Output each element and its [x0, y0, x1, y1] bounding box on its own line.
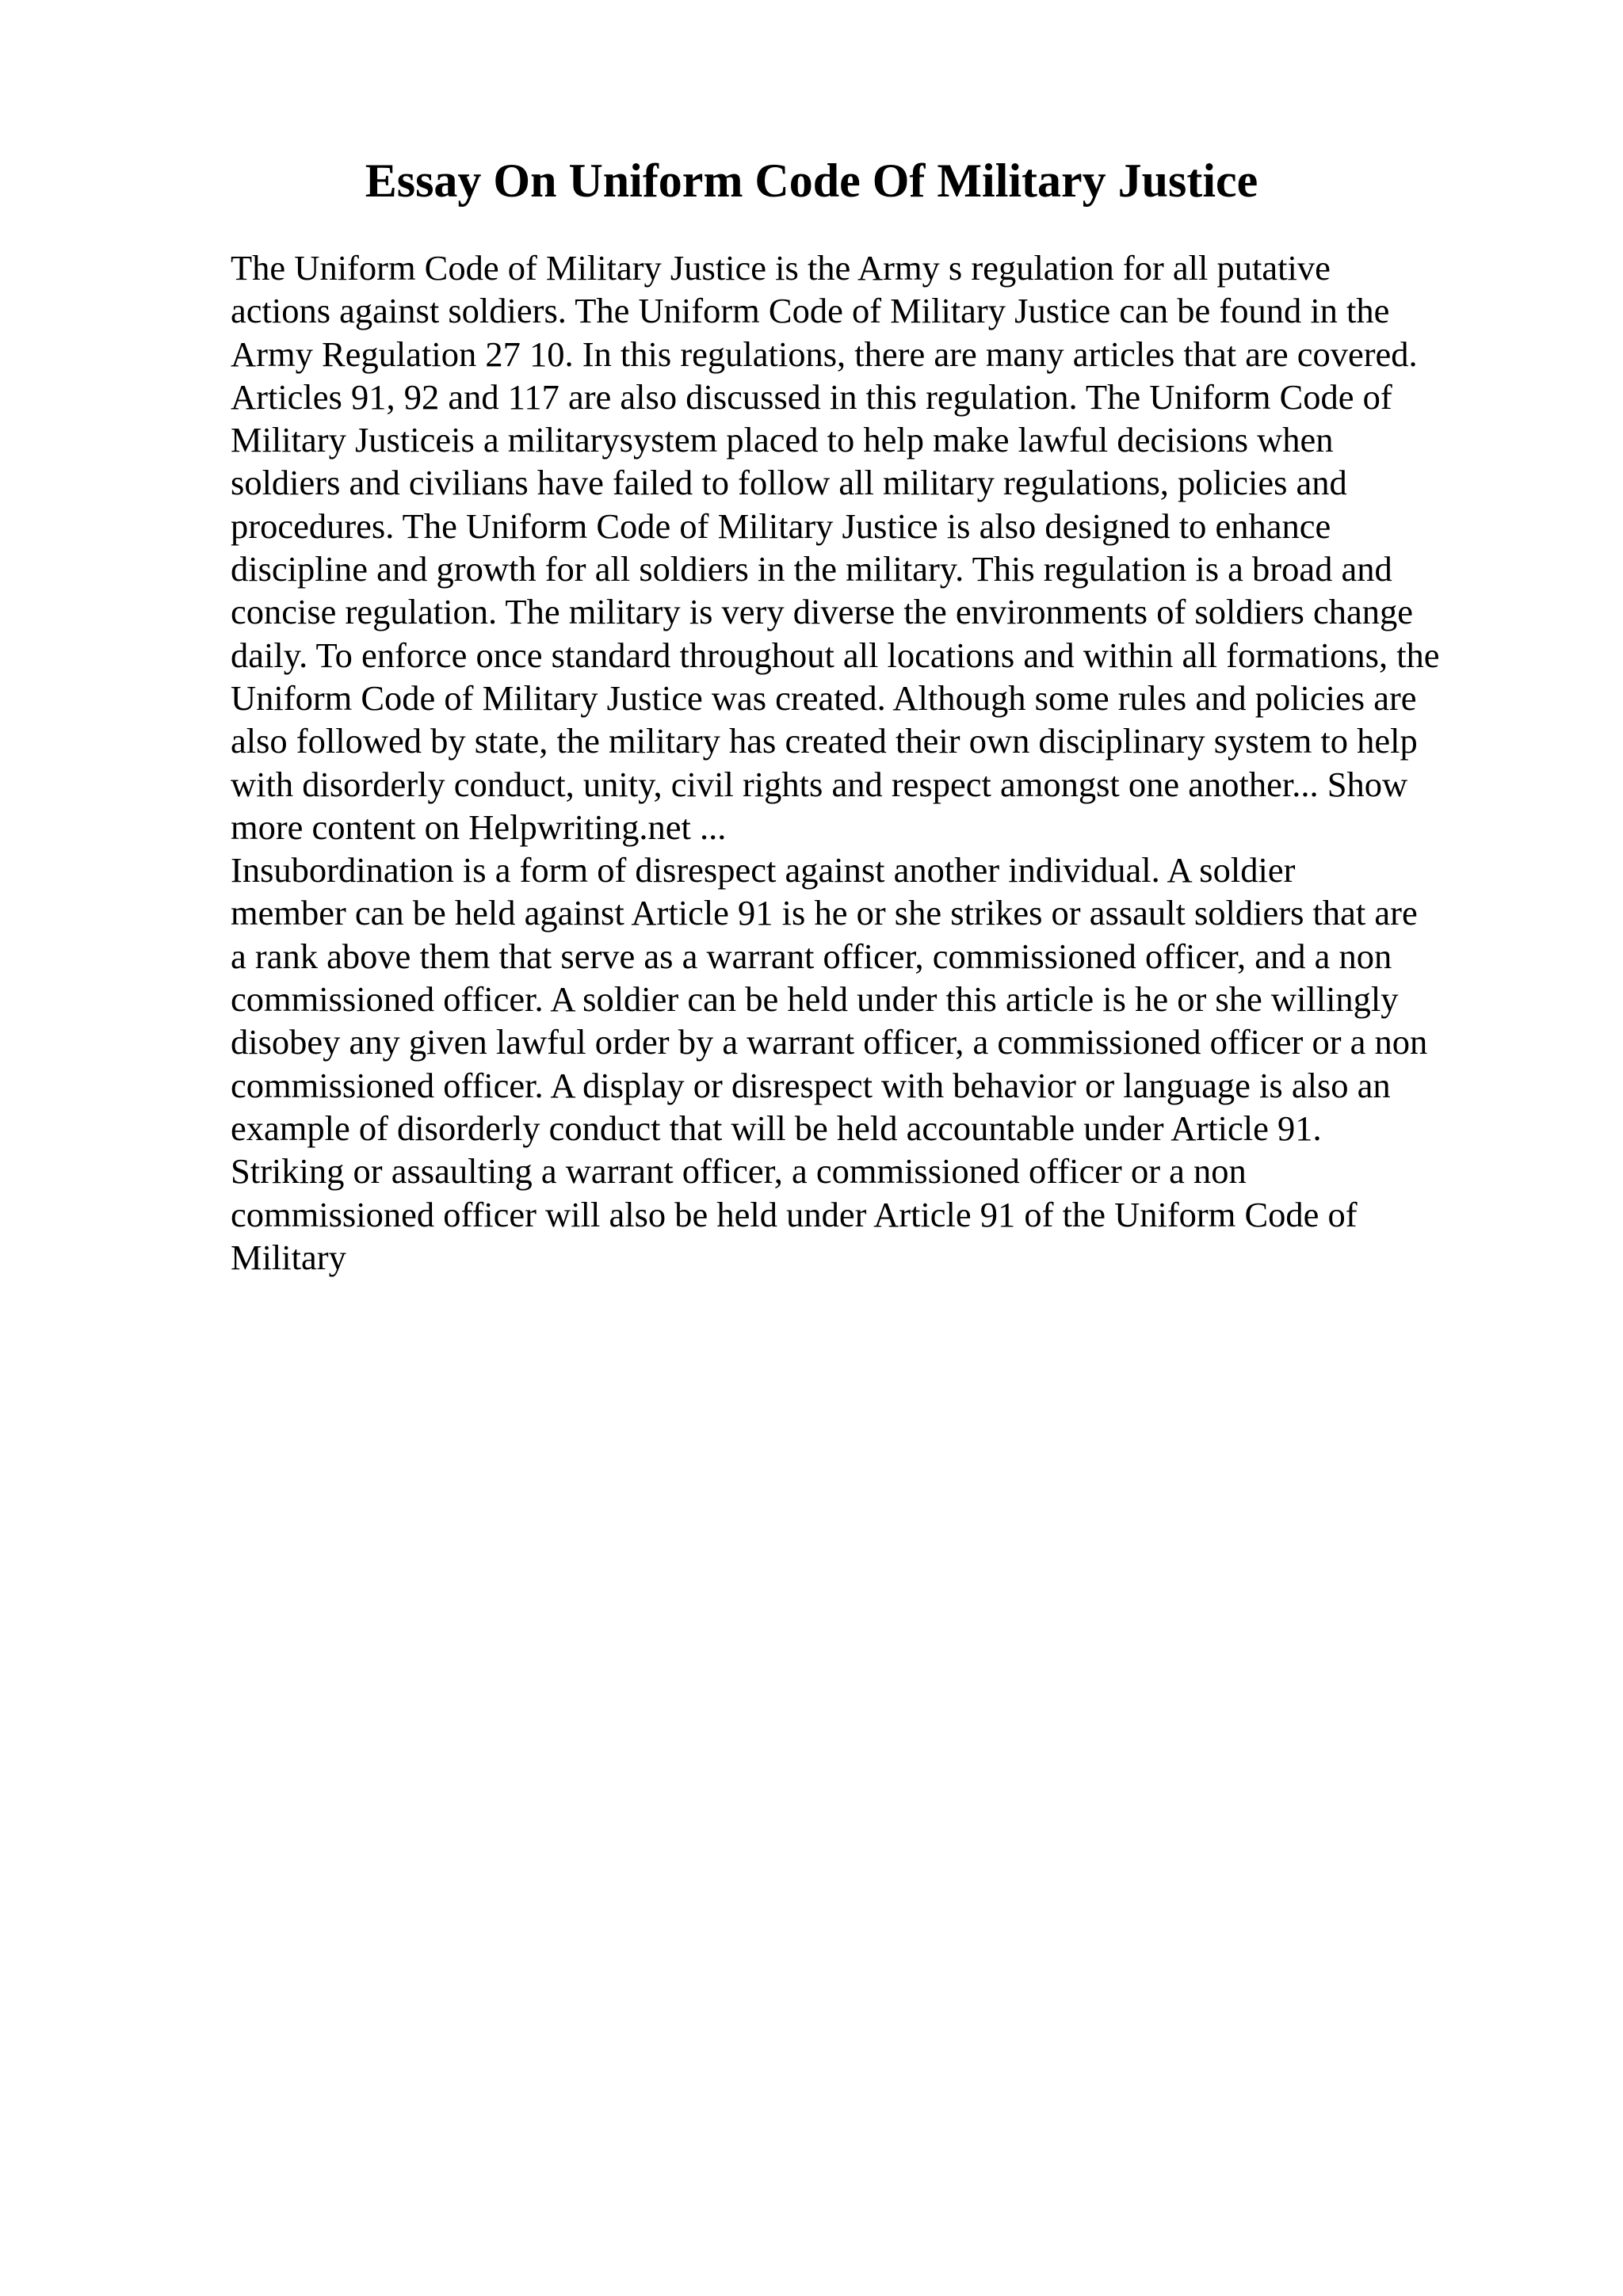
- text-line: Army Regulation 27 10. In this regulations, there are many articles that are covered.: [231, 334, 1418, 374]
- text-line: The Uniform Code of Military Justice is the Army s regulation for all putative: [231, 248, 1331, 288]
- document-title: Essay On Uniform Code Of Military Justice: [365, 154, 1258, 207]
- text-line: commissioned officer. A soldier can be held under this article is he or she willingly: [231, 979, 1399, 1020]
- text-line: example of disorderly conduct that will be held accountable under Article 91.: [231, 1108, 1322, 1148]
- text-line: procedures. The Uniform Code of Military Justice is also designed to enhance: [231, 505, 1331, 546]
- text-line: actions against soldiers. The Uniform Code of Military Justice can be found in the: [231, 291, 1390, 331]
- text-line: Military: [231, 1237, 346, 1277]
- text-line: daily. To enforce once standard throughout all locations and within all formations, the: [231, 635, 1440, 675]
- text-line: Uniform Code of Military Justice was created. Although some rules and policies are: [231, 677, 1417, 718]
- text-line: Insubordination is a form of disrespect against another individual. A soldier: [231, 850, 1296, 891]
- text-line: with disorderly conduct, unity, civil rights and respect amongst one another... Show: [231, 764, 1408, 804]
- text-line: discipline and growth for all soldiers in the military. This regulation is a broad and: [231, 549, 1392, 589]
- text-line: soldiers and civilians have failed to follow all military regulations, policies and: [231, 463, 1347, 503]
- text-line: more content on Helpwriting.net ...: [231, 807, 727, 847]
- text-line: Military Justiceis a militarysystem placed to help make lawful decisions when: [231, 420, 1334, 460]
- essay-body: [231, 246, 1594, 1279]
- text-line: commissioned officer will also be held under Article 91 of the Uniform Code of: [231, 1194, 1358, 1234]
- text-line: Striking or assaulting a warrant officer, a commissioned officer or a non: [231, 1151, 1247, 1192]
- text-line: commissioned officer. A display or disrespect with behavior or language is also an: [231, 1065, 1391, 1105]
- text-line: disobey any given lawful order by a warrant officer, a commissioned officer or a non: [231, 1022, 1428, 1062]
- text-line: also followed by state, the military has created their own disciplinary system to help: [231, 721, 1418, 761]
- text-line: concise regulation. The military is very diverse the environments of soldiers change: [231, 592, 1413, 632]
- text-line: a rank above them that serve as a warrant officer, commissioned officer, and a non: [231, 936, 1392, 976]
- text-line: member can be held against Article 91 is he or she strikes or assault soldiers that are: [231, 893, 1418, 933]
- text-line: Articles 91, 92 and 117 are also discussed in this regulation. The Uniform Code of: [231, 376, 1392, 417]
